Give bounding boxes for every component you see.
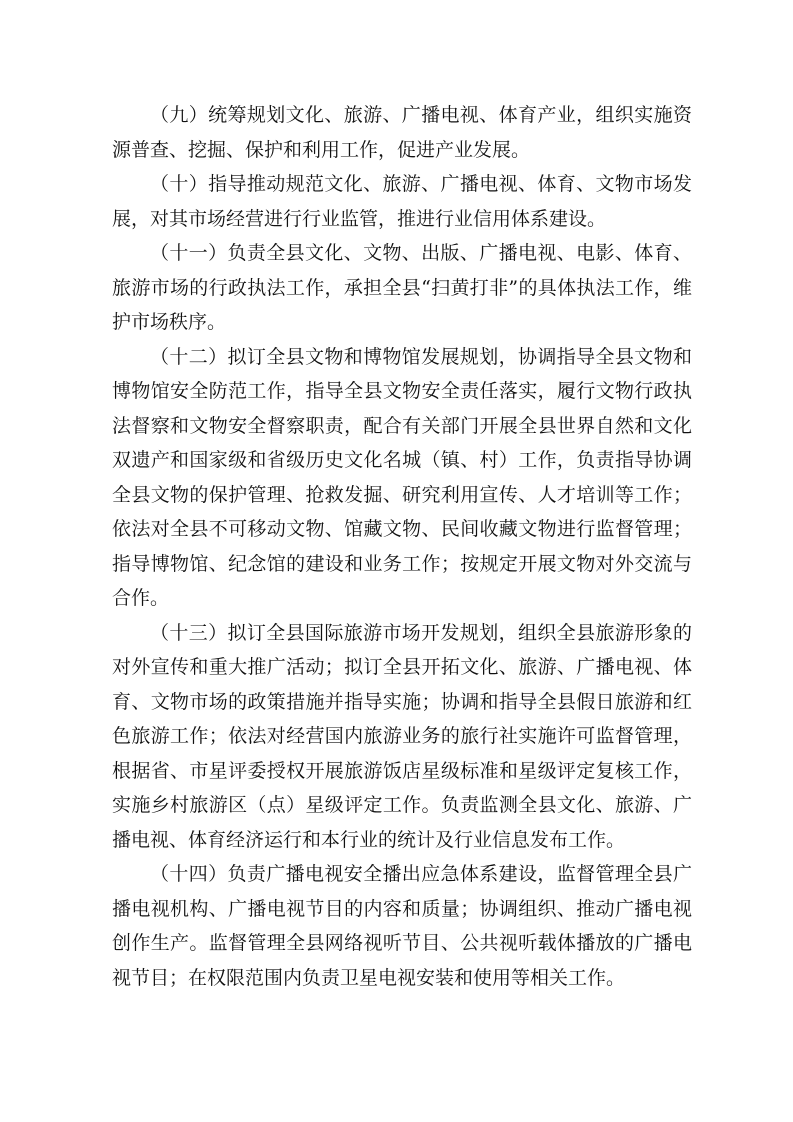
- paragraph-12: （十二）拟订全县文物和博物馆发展规划，协调指导全县文物和博物馆安全防范工作，指导全县文物安全责任落实，履行文物行政执法督察和文物安全督察职责，配合有关部门开展全县世界自然和文化双遗产和国家级和省级历史文化名城（镇、村）工作，负责指导协调全县文物的保护管理、抢救发掘、研究利用宣传、人才培训等工作；依法对全县不可移动文物、馆藏文物、民间收藏文物进行监督管理；指导博物馆、纪念馆的建设和业务工作；按规定开展文物对外交流与合作。: [112, 345, 692, 609]
- document-body: [112, 98, 692, 995]
- paragraph-13: （十三）拟订全县国际旅游市场开发规划，组织全县旅游形象的对外宣传和重大推广活动；拟订全县开拓文化、旅游、广播电视、体育、文物市场的政策措施并指导实施；协调和指导全县假日旅游和红色旅游工作；依法对经营国内旅游业务的旅行社实施许可监督管理，根据省、市星评委授权开展旅游饭店星级标准和星级评定复核工作，实施乡村旅游区（点）星级评定工作。负责监测全县文化、旅游、广播电视、体育经济运行和本行业的统计及行业信息发布工作。: [112, 621, 692, 851]
- paragraph-10: （十）指导推动规范文化、旅游、广播电视、体育、文物市场发展，对其市场经营进行行业监管，推进行业信用体系建设。: [112, 173, 692, 230]
- paragraph-14: （十四）负责广播电视安全播出应急体系建设，监督管理全县广播电视机构、广播电视节目的内容和质量；协调组织、推动广播电视创作生产。监督管理全县网络视听节目、公共视听载体播放的广播电视节目；在权限范围内负责卫星电视安装和使用等相关工作。: [112, 863, 692, 989]
- paragraph-9: （九）统筹规划文化、旅游、广播电视、体育产业，组织实施资源普查、挖掘、保护和利用工作，促进产业发展。: [112, 104, 692, 161]
- paragraph-11: （十一）负责全县文化、文物、出版、广播电视、电影、体育、旅游市场的行政执法工作，承担全县“扫黄打非”的具体执法工作，维护市场秩序。: [112, 242, 692, 333]
